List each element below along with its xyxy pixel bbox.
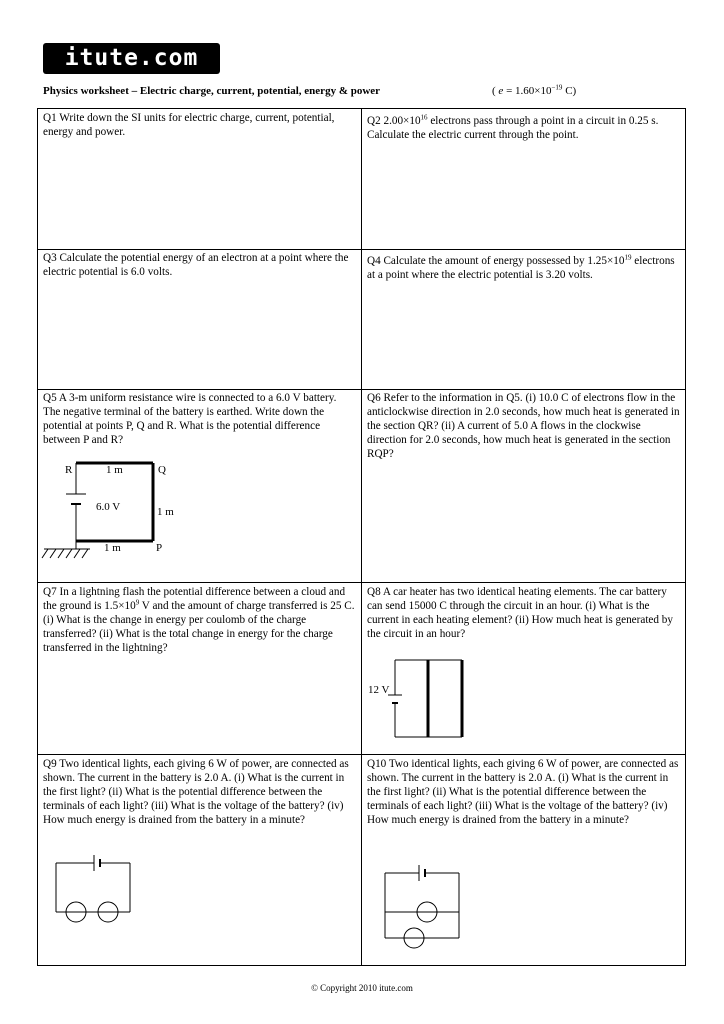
question-q10: Q10 Two identical lights, each giving 6 W of power, are connected as shown. The current in the battery is 2.0 A. (i) What is the current in the first light? (ii) What is the potential difference between the terminals of each light? (iii) What is the voltage of the battery? (iv) How much energy is drained from the battery in a minute? [367, 758, 679, 826]
question-q8: Q8 A car heater has two identical heating elements. The car battery can send 15000 C through the circuit in an hour. (i) What is the current in each heating element? (ii) How much heat is generated by the circuit in an hour? [367, 586, 673, 640]
copyright-footer: © Copyright 2010 itute.com [311, 983, 413, 993]
question-q7: Q7 In a lightning flash the potential difference between a cloud and the ground is $1.5\times 10^9$ V and the amount of charge transferred is 25 C. (i) What is the change in energy per coulomb of the charge transferred? (ii) What is the total change in energy for the charge transferred in the lightning? [43, 586, 355, 654]
question-q4: Q4 Calculate the amount of energy possessed by $1.25\times 10^{19}$ electrons at a point where the electric potential is 3.20 volts. [367, 253, 675, 281]
battery-voltage-label: 12 V [368, 684, 390, 696]
q10-circuit-diagram [377, 858, 467, 953]
question-q1: Q1 Write down the SI units for electric charge, current, potential, energy and power. [43, 112, 335, 138]
grid-row-divider [37, 249, 686, 250]
earth-hatch [42, 549, 88, 558]
question-q5: Q5 A 3-m uniform resistance wire is connected to a 6.0 V battery. The negative terminal of the battery is earthed. Write down the potential at points P, Q and R. What is the potential difference between P and R? [43, 392, 337, 446]
grid-row-divider [37, 582, 686, 583]
point-p-label: P [156, 542, 163, 554]
question-q3: Q3 Calculate the potential energy of an electron at a point where the electric potential is 6.0 volts. [43, 252, 349, 278]
grid-column-divider [361, 108, 362, 966]
grid-row-divider [37, 389, 686, 390]
q5-circuit-diagram [38, 455, 188, 565]
question-q2: Q2 $2.00\times 10^{16}$ electrons pass through a point in a circuit in 0.25 s. Calculate the electric current through the point. [367, 113, 659, 141]
bottom-wire-length-label: 1 m [104, 542, 121, 554]
q9-series-circuit-diagram [48, 850, 138, 925]
point-q-label: Q [158, 464, 166, 476]
question-q9: Q9 Two identical lights, each giving 6 W of power, are connected as shown. The current in the battery is 2.0 A. (i) What is the current in the first light? (ii) What is the potential difference between the terminals of each light? (iii) What is the voltage of the battery? (iv) How much energy is drained from the battery in a minute? [43, 758, 349, 826]
worksheet-header [43, 85, 683, 101]
worksheet-title: Physics worksheet – Electric charge, current, potential, energy & power [43, 85, 381, 97]
battery-voltage-label: 6.0 V [96, 501, 121, 513]
q8-circuit-diagram [365, 655, 470, 745]
electron-charge-constant: ( $e = 1.60\times 10^{-19}$ C) [492, 83, 577, 97]
point-r-label: R [65, 464, 73, 476]
top-wire-length-label: 1 m [106, 464, 123, 476]
grid-row-divider [37, 754, 686, 755]
site-logo: itute.com [43, 43, 220, 74]
side-wire-length-label: 1 m [157, 506, 174, 518]
question-q6: Q6 Refer to the information in Q5. (i) 10.0 C of electrons flow in the anticlockwise direction in 2.0 seconds, how much heat is generated in the section QR? (ii) A current of 5.0 A flows in the clockwise direction for 2.0 seconds, how much heat is generated in the section RQP? [367, 392, 680, 460]
